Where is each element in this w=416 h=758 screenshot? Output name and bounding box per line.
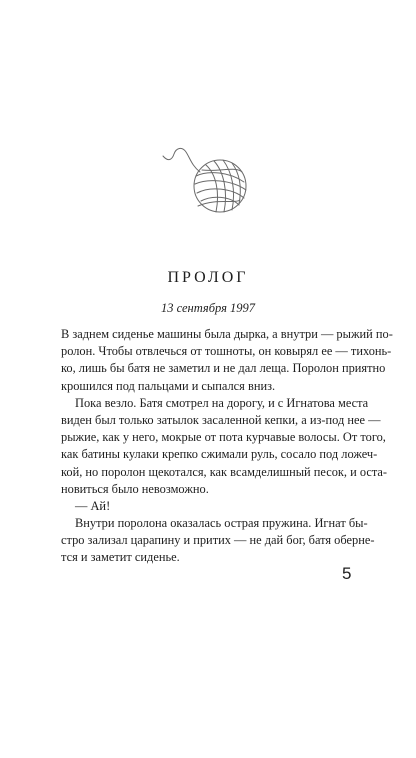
text-line: кой, но поролон щекотался, как всамделишный песок, и оста- <box>61 464 388 479</box>
text-line: Внутри поролона оказалась острая пружина. Игнат бы- <box>75 516 368 531</box>
text-line: как батины кулаки крепко сжимали руль, сосало под ложеч- <box>61 447 378 462</box>
text-line: — Ай! <box>75 498 111 513</box>
text-line: новиться было невозможно. <box>61 481 209 496</box>
page-number: 5 <box>342 564 352 583</box>
text-line: тся и заметит сиденье. <box>61 550 180 565</box>
text-line: рыжие, как у него, мокрые от пота курчавые волосы. От того, <box>61 430 386 445</box>
text-line: стро зализал царапину и притих — не дай бог, батя оберне- <box>61 533 375 548</box>
text-line: Пока везло. Батя смотрел на дорогу, и с Игнатова места <box>75 395 369 410</box>
text-line: ко, лишь бы батя не заметил и не дал леща. Поролон приятно <box>61 361 386 376</box>
chapter-body <box>61 326 393 567</box>
chapter-title: ПРОЛОГ <box>167 269 249 286</box>
text-line: ролон. Чтобы отвлечься от тошноты, он ковырял ее — тихонь- <box>61 344 392 359</box>
yarn-ball-icon <box>160 132 260 222</box>
text-line: В заднем сиденье машины была дырка, а внутри — рыжий по- <box>61 327 393 341</box>
text-line: крошился под пальцами и сыпался вниз. <box>61 378 276 393</box>
chapter-date: 13 сентября 1997 <box>160 301 256 315</box>
text-line: виден был только затылок засаленной кепки, а из-под нее — <box>61 412 381 427</box>
